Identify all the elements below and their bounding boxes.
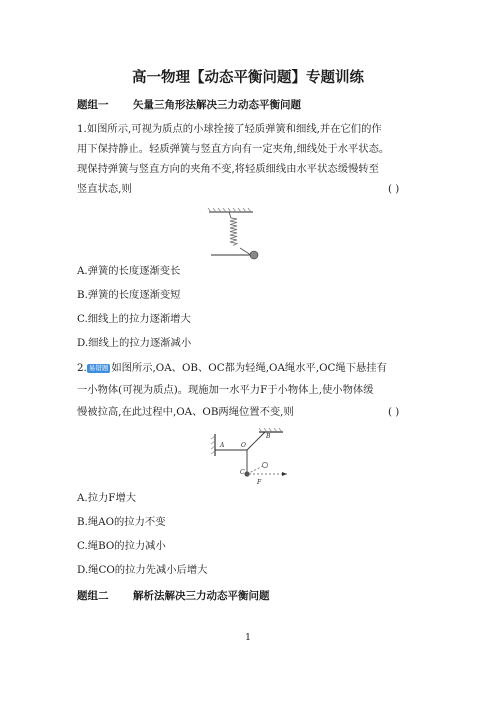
q1-line-4: 竖直状态,则 bbox=[77, 183, 132, 195]
page-number: 1 bbox=[244, 632, 252, 643]
q2-option-b: B.绳AO的拉力不变 bbox=[77, 516, 166, 528]
q2-figure-label-f: F bbox=[257, 479, 262, 486]
q2-option-d: D.绳CO的拉力先减小后增大 bbox=[77, 564, 208, 576]
q2-line-1 bbox=[77, 362, 387, 375]
group1-heading bbox=[77, 97, 301, 112]
q2-line-3: 慢被拉高,在此过程中,OA、OB两绳位置不变,则 bbox=[77, 406, 294, 418]
group1-title: 矢量三角形法解决三力动态平衡问题 bbox=[133, 99, 301, 111]
q2-line-1-text: 如图所示,OA、OB、OC都为轻绳,OA绳水平,OC绳下悬挂有 bbox=[111, 362, 387, 374]
q1-answer-bracket: ( ) bbox=[388, 183, 400, 195]
group2-label: 题组二 bbox=[77, 590, 109, 602]
page-title: 高一物理【动态平衡问题】专题训练 bbox=[132, 69, 364, 86]
q2-number: 2. bbox=[77, 362, 87, 374]
group2-title: 解析法解决三力动态平衡问题 bbox=[133, 590, 270, 602]
q1-option-c: C.细线上的拉力逐渐增大 bbox=[77, 313, 191, 325]
q1-option-b: B.弹簧的长度逐渐变短 bbox=[77, 289, 181, 301]
q2-option-a: A.拉力F增大 bbox=[77, 492, 137, 504]
q2-figure-label-o: O bbox=[241, 442, 246, 449]
q1-figure-spring-ball bbox=[205, 206, 265, 260]
q1-line-1: 1.如图所示,可视为质点的小球拴接了轻质弹簧和细线,并在它们的作 bbox=[77, 123, 382, 135]
q2-answer-bracket: ( ) bbox=[388, 406, 400, 418]
q1-line-2: 用下保持静止。轻质弹簧与竖直方向有一定夹角,细线处于水平状态。 bbox=[77, 143, 390, 155]
q1-line-3: 现保持弹簧与竖直方向的夹角不变,将轻质细线由水平状态缓慢转至 bbox=[77, 163, 379, 175]
q2-figure-label-a: A bbox=[220, 442, 225, 449]
q2-option-c: C.绳BO的拉力减小 bbox=[77, 540, 166, 552]
q2-tag-badge: 易错题 bbox=[88, 364, 109, 372]
q1-option-a: A.弹簧的长度逐渐变长 bbox=[77, 265, 181, 277]
q2-figure-label-c: C bbox=[240, 469, 245, 476]
q2-line-2: 一小物体(可视为质点)。现施加一水平力F于小物体上,使小物体缓 bbox=[77, 384, 374, 396]
q2-figure-ropes bbox=[205, 426, 295, 488]
q2-figure-label-b: B bbox=[266, 433, 271, 440]
group2-heading bbox=[77, 588, 270, 603]
group1-label: 题组一 bbox=[77, 99, 109, 111]
q1-option-d: D.细线上的拉力逐渐减小 bbox=[77, 337, 192, 349]
